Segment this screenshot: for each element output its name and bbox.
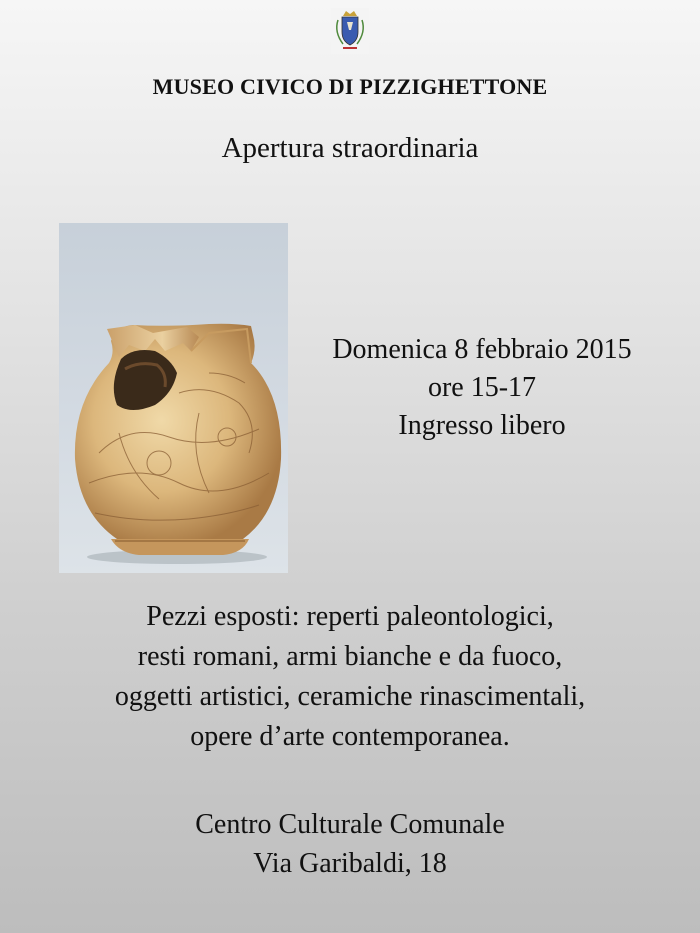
venue-info	[0, 805, 700, 883]
event-hours: ore 15-17	[427, 372, 537, 403]
exhibits-description	[0, 597, 700, 757]
museum-title: MUSEO CIVICO DI PIZZIGHETTONE	[152, 74, 548, 99]
exhibits-line: Pezzi esposti: reperti paleontologici,	[146, 601, 554, 632]
crest-icon	[331, 8, 369, 54]
event-admission: Ingresso libero	[398, 410, 566, 441]
venue-address: Via Garibaldi, 18	[253, 848, 447, 879]
event-details	[300, 331, 664, 445]
venue-name: Centro Culturale Comunale	[195, 809, 505, 840]
exhibits-line: opere d’arte contemporanea.	[190, 721, 510, 752]
event-date: Domenica 8 febbraio 2015	[332, 334, 632, 365]
ceramic-jug-photo	[59, 223, 288, 573]
exhibits-line: resti romani, armi bianche e da fuoco,	[137, 641, 563, 672]
page-subtitle: Apertura straordinaria	[221, 132, 479, 164]
exhibits-line: oggetti artistici, ceramiche rinascimentali,	[114, 681, 586, 712]
